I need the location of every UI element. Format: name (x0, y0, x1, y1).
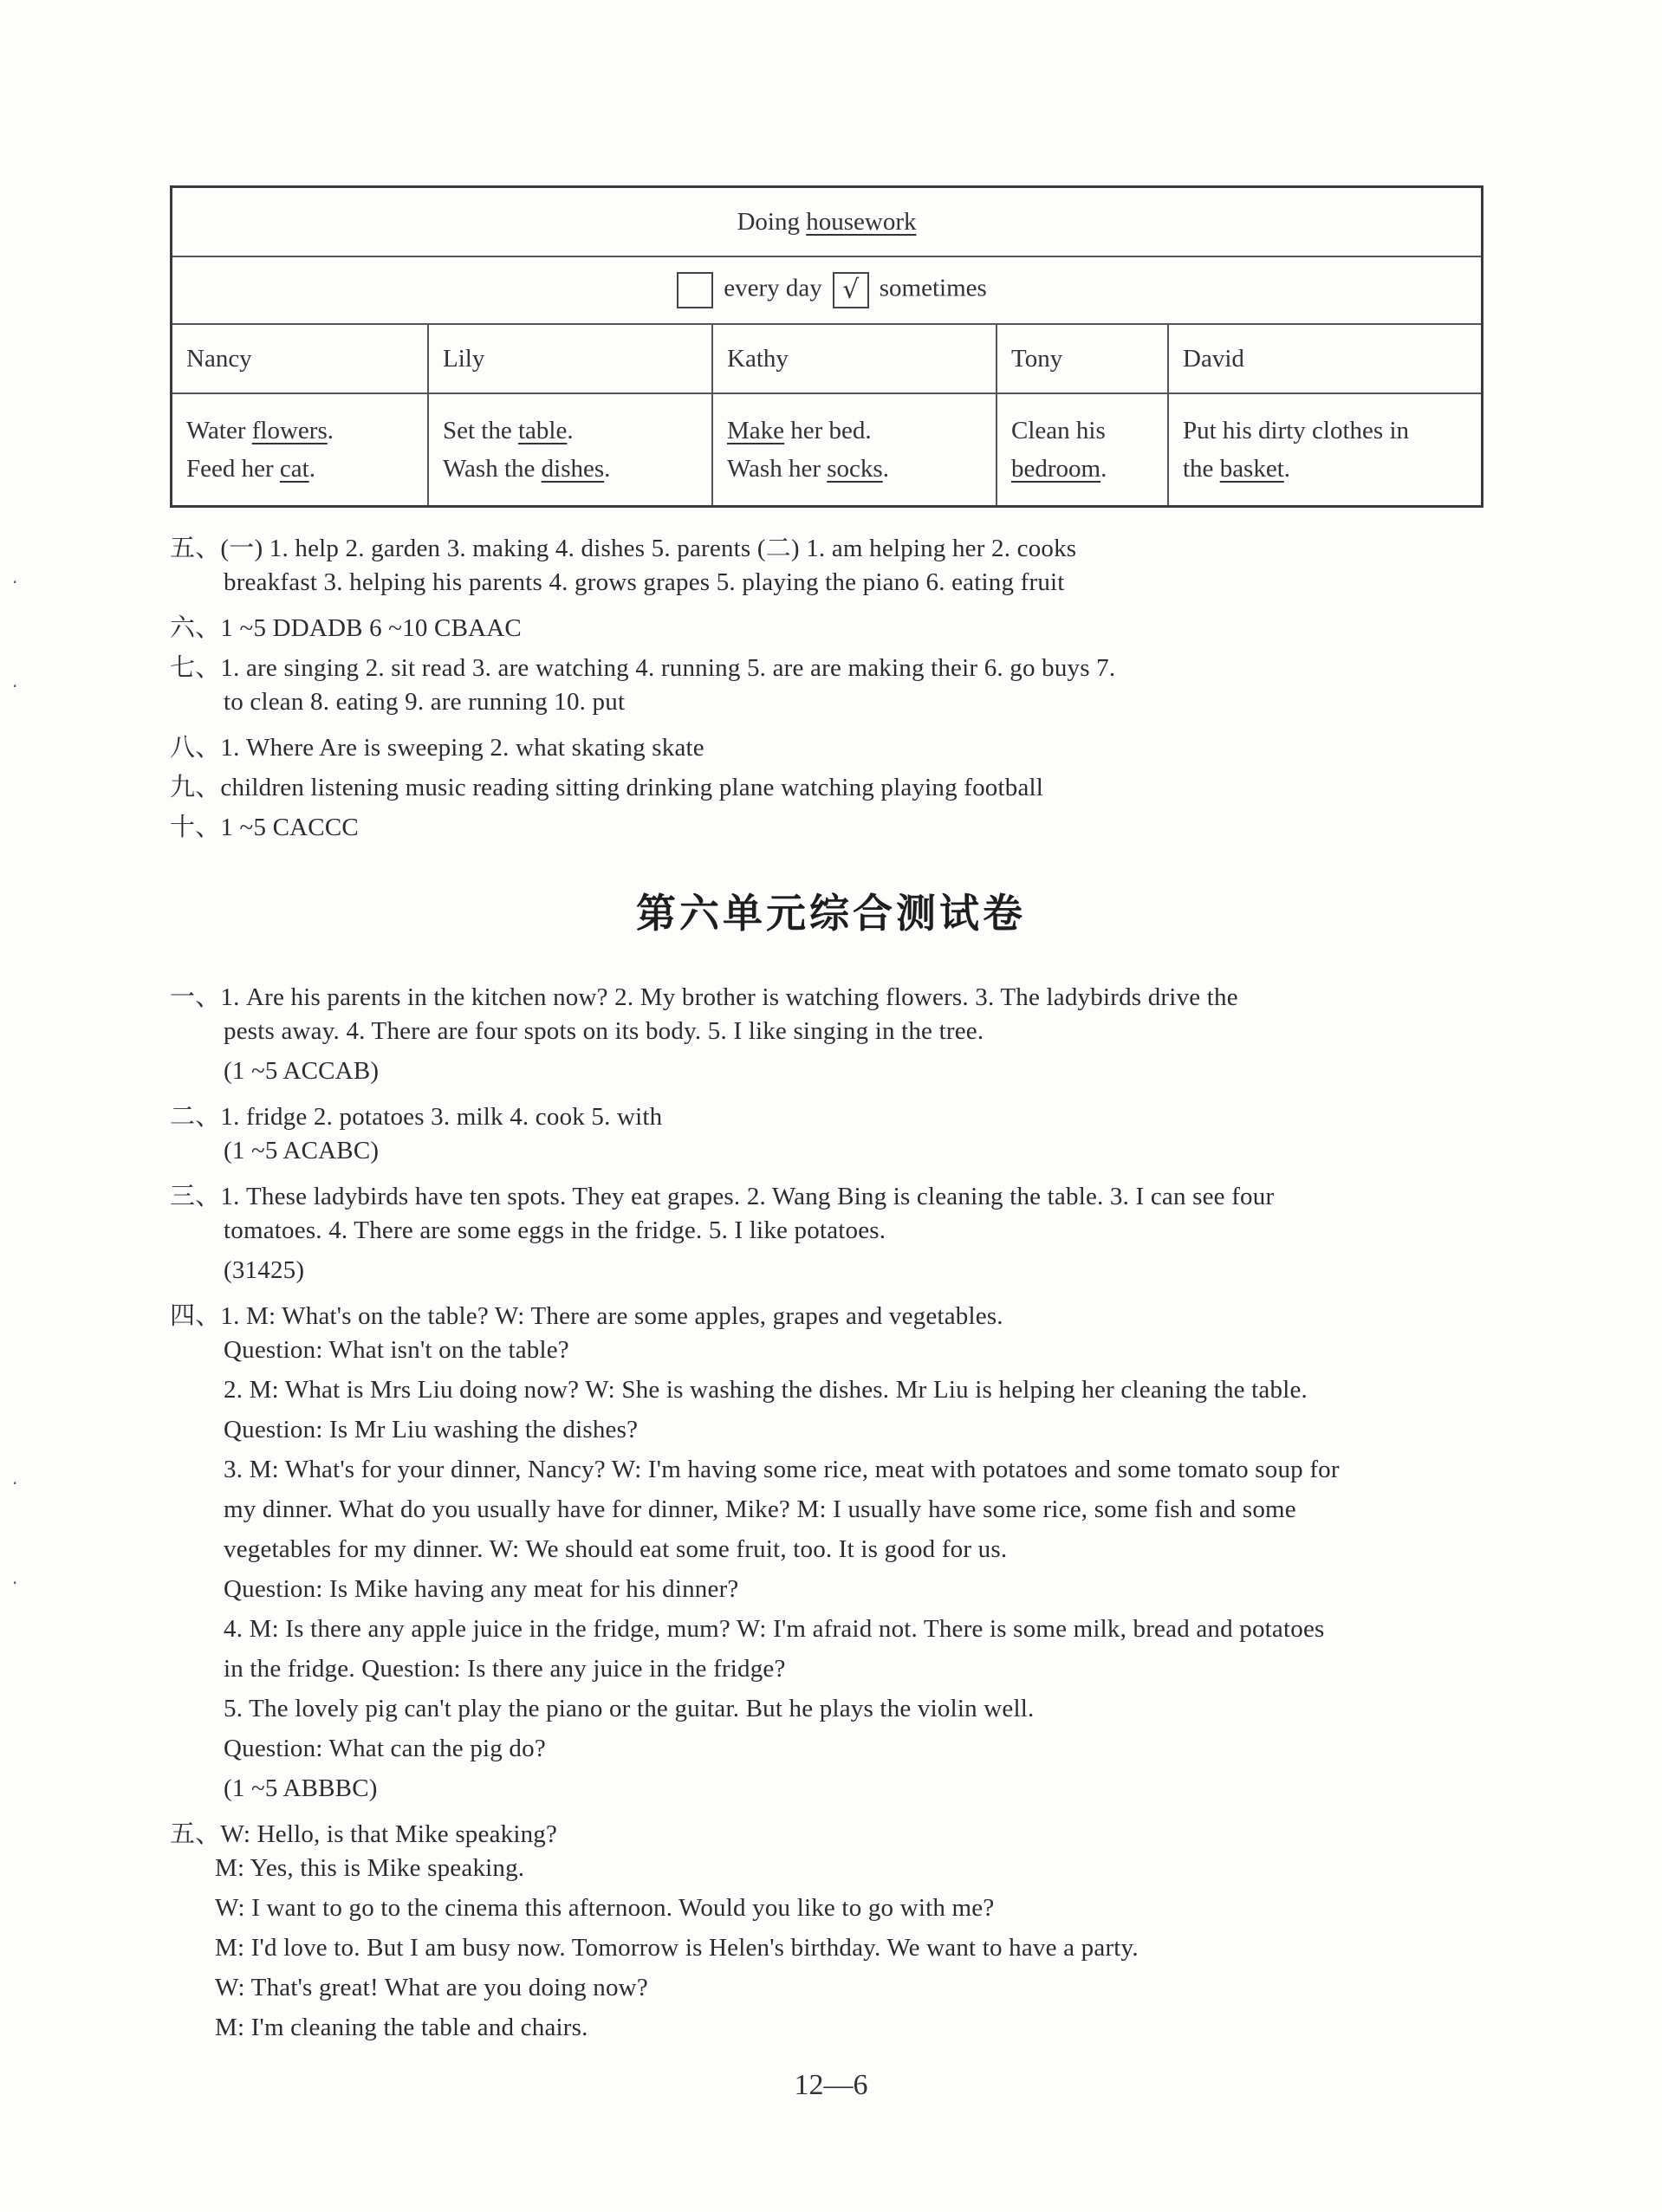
answer-line: 一、1. Are his parents in the kitchen now? 2. My brother is watching flowers. 3. The ladybirds drive the (170, 983, 1238, 1011)
housework-table (170, 185, 1483, 508)
answer-line: (1 ~5 ACABC) (224, 1137, 380, 1164)
answer-line: pests away. 4. There are four spots on its body. 5. I like singing in the tree. (224, 1017, 984, 1045)
binding-dot-icon: · (12, 1473, 18, 1494)
names-row (172, 324, 1483, 393)
answer-line: breakfast 3. helping his parents 4. grows grapes 5. playing the piano 6. eating fruit (224, 568, 1065, 596)
task-cell: Clean his bedroom. (997, 393, 1168, 507)
answer-line: M: I'd love to. But I am busy now. Tomorrow is Helen's birthday. We want to have a party. (215, 1934, 1139, 1962)
answer-line: 五、W: Hello, is that Mike speaking? (170, 1820, 558, 1848)
section-heading: 第六单元综合测试卷 (636, 890, 1026, 937)
task-cell: Make her bed. Wash her socks. (712, 393, 997, 507)
answer-line: in the fridge. Question: Is there any juice in the fridge? (224, 1655, 786, 1683)
answer-line: (31425) (224, 1256, 305, 1284)
answer-line: (1 ~5 ACCAB) (224, 1057, 380, 1085)
answer-line: vegetables for my dinner. W: We should eat some fruit, too. It is good for us. (224, 1535, 1008, 1563)
checked-checkbox-icon: √ (833, 272, 869, 308)
tasks-row (172, 393, 1483, 507)
answer-line: Question: Is Mr Liu washing the dishes? (224, 1416, 639, 1443)
name-cell: Kathy (712, 324, 997, 393)
answer-line: tomatoes. 4. There are some eggs in the fridge. 5. I like potatoes. (224, 1216, 886, 1244)
answer-line: my dinner. What do you usually have for dinner, Mike? M: I usually have some rice, some fish and some (224, 1495, 1296, 1523)
answer-line: 二、1. fridge 2. potatoes 3. milk 4. cook 5. with (170, 1103, 663, 1131)
answer-line: M: Yes, this is Mike speaking. (215, 1854, 525, 1882)
answer-line: (1 ~5 ABBBC) (224, 1774, 378, 1802)
answer-line: W: I want to go to the cinema this afternoon. Would you like to go with me? (215, 1894, 995, 1922)
answer-line: 六、1 ~5 DDADB 6 ~10 CBAAC (170, 614, 522, 642)
answer-line: 八、1. Where Are is sweeping 2. what skating skate (170, 734, 704, 762)
answer-line: Question: Is Mike having any meat for his dinner? (224, 1575, 739, 1603)
binding-dot-icon: · (12, 676, 18, 697)
name-cell: Lily (428, 324, 712, 393)
task-cell: Water flowers. Feed her cat. (172, 393, 429, 507)
answer-line: M: I'm cleaning the table and chairs. (215, 2014, 588, 2041)
task-cell: Put his dirty clothes in the basket. (1168, 393, 1483, 507)
answer-line: W: That's great! What are you doing now? (215, 1974, 648, 2001)
answer-line: 五、(一) 1. help 2. garden 3. making 4. dishes 5. parents (二) 1. am helping her 2. cooks (170, 535, 1077, 562)
name-cell: David (1168, 324, 1483, 393)
answer-line: to clean 8. eating 9. are running 10. put (224, 688, 626, 716)
table-title: Doing housework (172, 187, 1483, 257)
answer-line: 5. The lovely pig can't play the piano or the guitar. But he plays the violin well. (224, 1695, 1035, 1722)
empty-checkbox-icon (677, 272, 713, 308)
answer-line: 三、1. These ladybirds have ten spots. They eat grapes. 2. Wang Bing is cleaning the table. 3. I can see four (170, 1183, 1275, 1210)
answer-line: 3. M: What's for your dinner, Nancy? W: I'm having some rice, meat with potatoes and some tomato soup for (224, 1456, 1340, 1483)
binding-dot-icon: · (12, 1573, 18, 1593)
binding-dot-icon: · (12, 572, 18, 593)
name-cell: Nancy (172, 324, 429, 393)
answer-line: 七、1. are singing 2. sit read 3. are watching 4. running 5. are are making their 6. go buys 7. (170, 654, 1116, 682)
answer-line: Question: What can the pig do? (224, 1735, 546, 1762)
table-legend: every day √ sometimes (172, 256, 1483, 324)
answer-line: Question: What isn't on the table? (224, 1336, 569, 1364)
name-cell: Tony (997, 324, 1168, 393)
answer-line: 4. M: Is there any apple juice in the fridge, mum? W: I'm afraid not. There is some milk, bread and potatoes (224, 1615, 1325, 1643)
page-number: 12—6 (794, 2069, 868, 2101)
answer-line: 2. M: What is Mrs Liu doing now? W: She is washing the dishes. Mr Liu is helping her cleaning the table. (224, 1376, 1308, 1404)
answer-line: 四、1. M: What's on the table? W: There are some apples, grapes and vegetables. (170, 1302, 1003, 1330)
answer-line: 十、1 ~5 CACCC (170, 814, 359, 841)
task-cell: Set the table. Wash the dishes. (428, 393, 712, 507)
answer-line: 九、children listening music reading sitting drinking plane watching playing football (170, 774, 1044, 801)
